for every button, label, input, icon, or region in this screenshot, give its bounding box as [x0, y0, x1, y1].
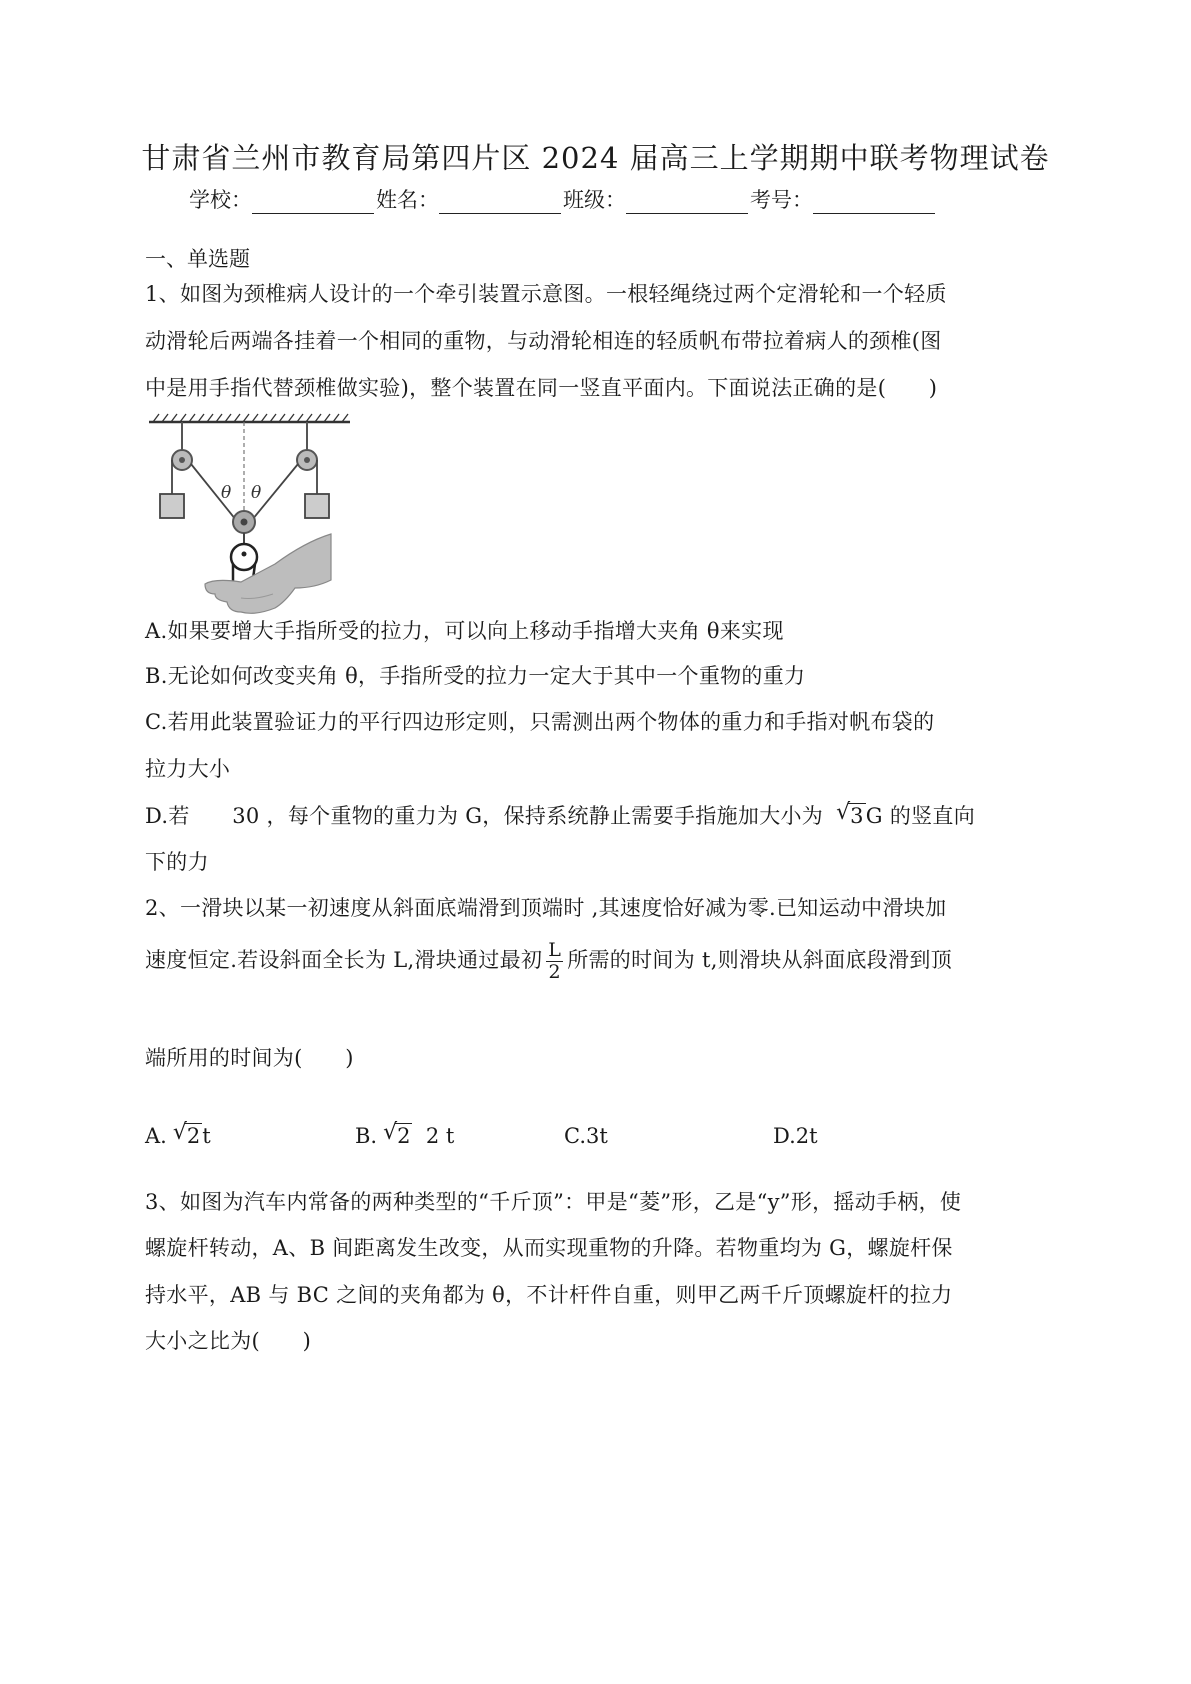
school-label: 学校：: [189, 188, 252, 212]
q3-line-2: 螺旋杆转动，A、B 间距离发生改变，从而实现重物的升降。若物重均为 G，螺旋杆保: [145, 1236, 953, 1260]
sqrt-expression: √ 3: [836, 800, 864, 828]
exam-title: 甘肃省兰州市教育局第四片区 2024 届高三上学期期中联考物理试卷: [141, 141, 1050, 175]
q2-option-c[interactable]: C.3t: [564, 1124, 608, 1148]
q2-line-2-post: 所需的时间为 t,则滑块从斜面底段滑到顶: [567, 948, 952, 972]
q1-line-1: 1、如图为颈椎病人设计的一个牵引装置示意图。一根轻绳绕过两个定滑轮和一个轻质: [145, 282, 947, 306]
q2-option-b[interactable]: [355, 1120, 455, 1148]
q2-line-2: [145, 934, 952, 986]
q2-option-a[interactable]: [145, 1120, 211, 1148]
q2-line-2-pre: 速度恒定.若设斜面全长为 L,滑块通过最初: [145, 948, 543, 972]
q2-option-a-tail: t: [202, 1124, 211, 1148]
q2-option-b-tail: 2 t: [425, 1124, 455, 1148]
class-label: 班级：: [563, 188, 626, 212]
q1-line-2: 动滑轮后两端各挂着一个相同的重物，与动滑轮相连的轻质帆布带拉着病人的颈椎(图: [145, 329, 942, 353]
q1-option-b[interactable]: B.无论如何改变夹角 θ，手指所受的拉力一定大于其中一个重物的重力: [145, 664, 806, 688]
q2-line-3: 端所用的时间为( ): [145, 1046, 354, 1070]
name-label: 姓名：: [376, 188, 439, 212]
section-title: 一、单选题: [145, 247, 250, 271]
theta-left-label: θ: [221, 483, 232, 503]
number-blank[interactable]: [813, 193, 935, 214]
q2-option-b-radicand: 2: [397, 1124, 411, 1148]
q1-option-c-line-2: 拉力大小: [145, 757, 231, 781]
q2-line-1: 2、一滑块以某一初速度从斜面底端滑到顶端时 ,其速度恰好减为零.已知运动中滑块加: [145, 896, 947, 920]
pulley-traction-figure: [145, 412, 355, 634]
q1-option-d-line-1[interactable]: [145, 800, 975, 830]
q2-option-a-sqrt: √ 2: [172, 1120, 201, 1148]
q3-line-4: 大小之比为( ): [145, 1329, 312, 1353]
student-info-row: [189, 184, 937, 214]
q1-line-3: 中是用手指代替颈椎做实验)，整个装置在同一竖直平面内。下面说法正确的是( ): [145, 376, 938, 400]
q2-option-a-radicand: 2: [186, 1124, 201, 1148]
theta-right-label: θ: [251, 483, 262, 503]
fraction-numerator: L: [548, 939, 562, 962]
number-label: 考号：: [750, 188, 813, 212]
fraction-denominator: 2: [548, 961, 561, 983]
q1-option-d-tail: G 的竖直向: [865, 804, 976, 828]
q1-option-d-line-2: 下的力: [145, 850, 209, 874]
q2-option-a-label: A.: [145, 1124, 167, 1148]
q2-option-d[interactable]: D.2t: [773, 1124, 818, 1148]
q2-option-b-label: B.: [355, 1124, 378, 1148]
q3-line-1: 3、如图为汽车内常备的两种类型的“千斤顶”：甲是“菱”形，乙是“y”形，摇动手柄，使: [145, 1190, 962, 1214]
q2-option-b-sqrt: √ 2: [383, 1120, 411, 1148]
q1-option-a[interactable]: A.如果要增大手指所受的拉力，可以向上移动手指增大夹角 θ来实现: [145, 619, 784, 643]
sqrt-radicand: 3: [850, 804, 864, 828]
class-blank[interactable]: [626, 193, 748, 214]
fraction-l-over-2: [546, 940, 563, 983]
q3-line-3: 持水平，AB 与 BC 之间的夹角都为 θ，不计杆件自重，则甲乙两千斤顶螺旋杆的拉力: [145, 1283, 953, 1307]
school-blank[interactable]: [252, 193, 374, 214]
name-blank[interactable]: [439, 193, 561, 214]
q1-option-c-line-1[interactable]: C.若用此装置验证力的平行四边形定则，只需测出两个物体的重力和手指对帆布袋的: [145, 710, 935, 734]
q1-option-d-text: D.若 30 ，每个重物的重力为 G，保持系统静止需要手指施加大小为: [145, 804, 824, 828]
